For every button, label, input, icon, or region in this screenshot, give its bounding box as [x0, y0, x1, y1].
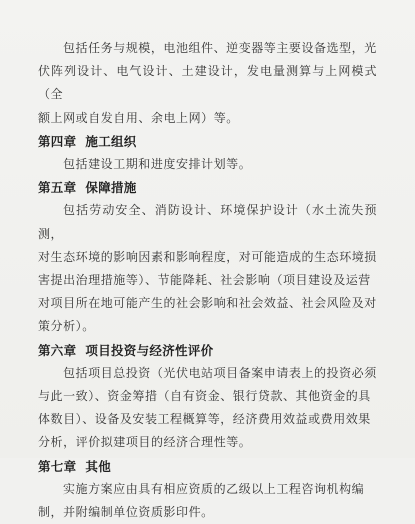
chapter-number: 第四章 — [38, 133, 77, 149]
paragraph-other — [38, 478, 377, 524]
paragraph-scope — [38, 37, 377, 130]
chapter-heading-6 — [38, 339, 377, 362]
chapter-title: 施工组织 — [85, 133, 137, 149]
paragraph-line: 制，并附编制单位资质影印件。 — [38, 505, 214, 520]
chapter-number: 第七章 — [38, 458, 77, 474]
paragraph-line: 实施方案应由具有相应资质的乙级以上工程咨询机构编 — [63, 481, 365, 496]
paragraph-line: 分析，评价拟建项目的经济合理性等。 — [38, 435, 252, 450]
paragraph-construction — [38, 153, 377, 176]
chapter-heading-4 — [38, 130, 377, 153]
paragraph-line: 策分析）。 — [38, 319, 95, 334]
paragraph-line: 包括建设工期和进度安排计划等。 — [63, 157, 252, 172]
chapter-heading-5 — [38, 176, 377, 199]
paragraph-line: 害提出治理措施等）、节能降耗、社会影响（项目建设及运营 — [38, 273, 371, 288]
paragraph-safeguards — [38, 199, 377, 338]
chapter-heading-7 — [38, 455, 377, 478]
paragraph-line: 对项目所在地可能产生的社会影响和社会效益、社会风险及对 — [38, 296, 377, 311]
paragraph-line: 包括项目总投资（光伏电站项目备案申请表上的投资必须 — [63, 365, 377, 380]
paragraph-line: 额上网或自发自用、余电上网）等。 — [38, 110, 239, 125]
chapter-title: 其他 — [85, 458, 112, 474]
paragraph-line: 对生态环境的影响因素和影响程度，对可能造成的生态环境损 — [38, 249, 377, 264]
chapter-number: 第六章 — [38, 342, 77, 358]
paragraph-investment — [38, 362, 377, 455]
paragraph-line: 包括劳动安全、消防设计、环境保护设计（水土流失预测， — [38, 203, 377, 241]
paragraph-line: 伏阵列设计、电气设计、土建设计，发电量测算与上网模式（全 — [38, 64, 377, 102]
chapter-title: 项目投资与经济性评价 — [85, 342, 214, 358]
paragraph-line: 包括任务与规模，电池组件、逆变器等主要设备选型，光 — [63, 41, 377, 55]
paragraph-line: 与此一致）、资金筹措（自有资金、银行贷款、其他资金的具 — [38, 389, 371, 404]
paragraph-line: 体数目）、设备及安装工程概算等，经济费用效益或费用效果 — [38, 412, 371, 427]
chapter-title: 保障措施 — [85, 180, 137, 196]
chapter-number: 第五章 — [38, 180, 77, 196]
